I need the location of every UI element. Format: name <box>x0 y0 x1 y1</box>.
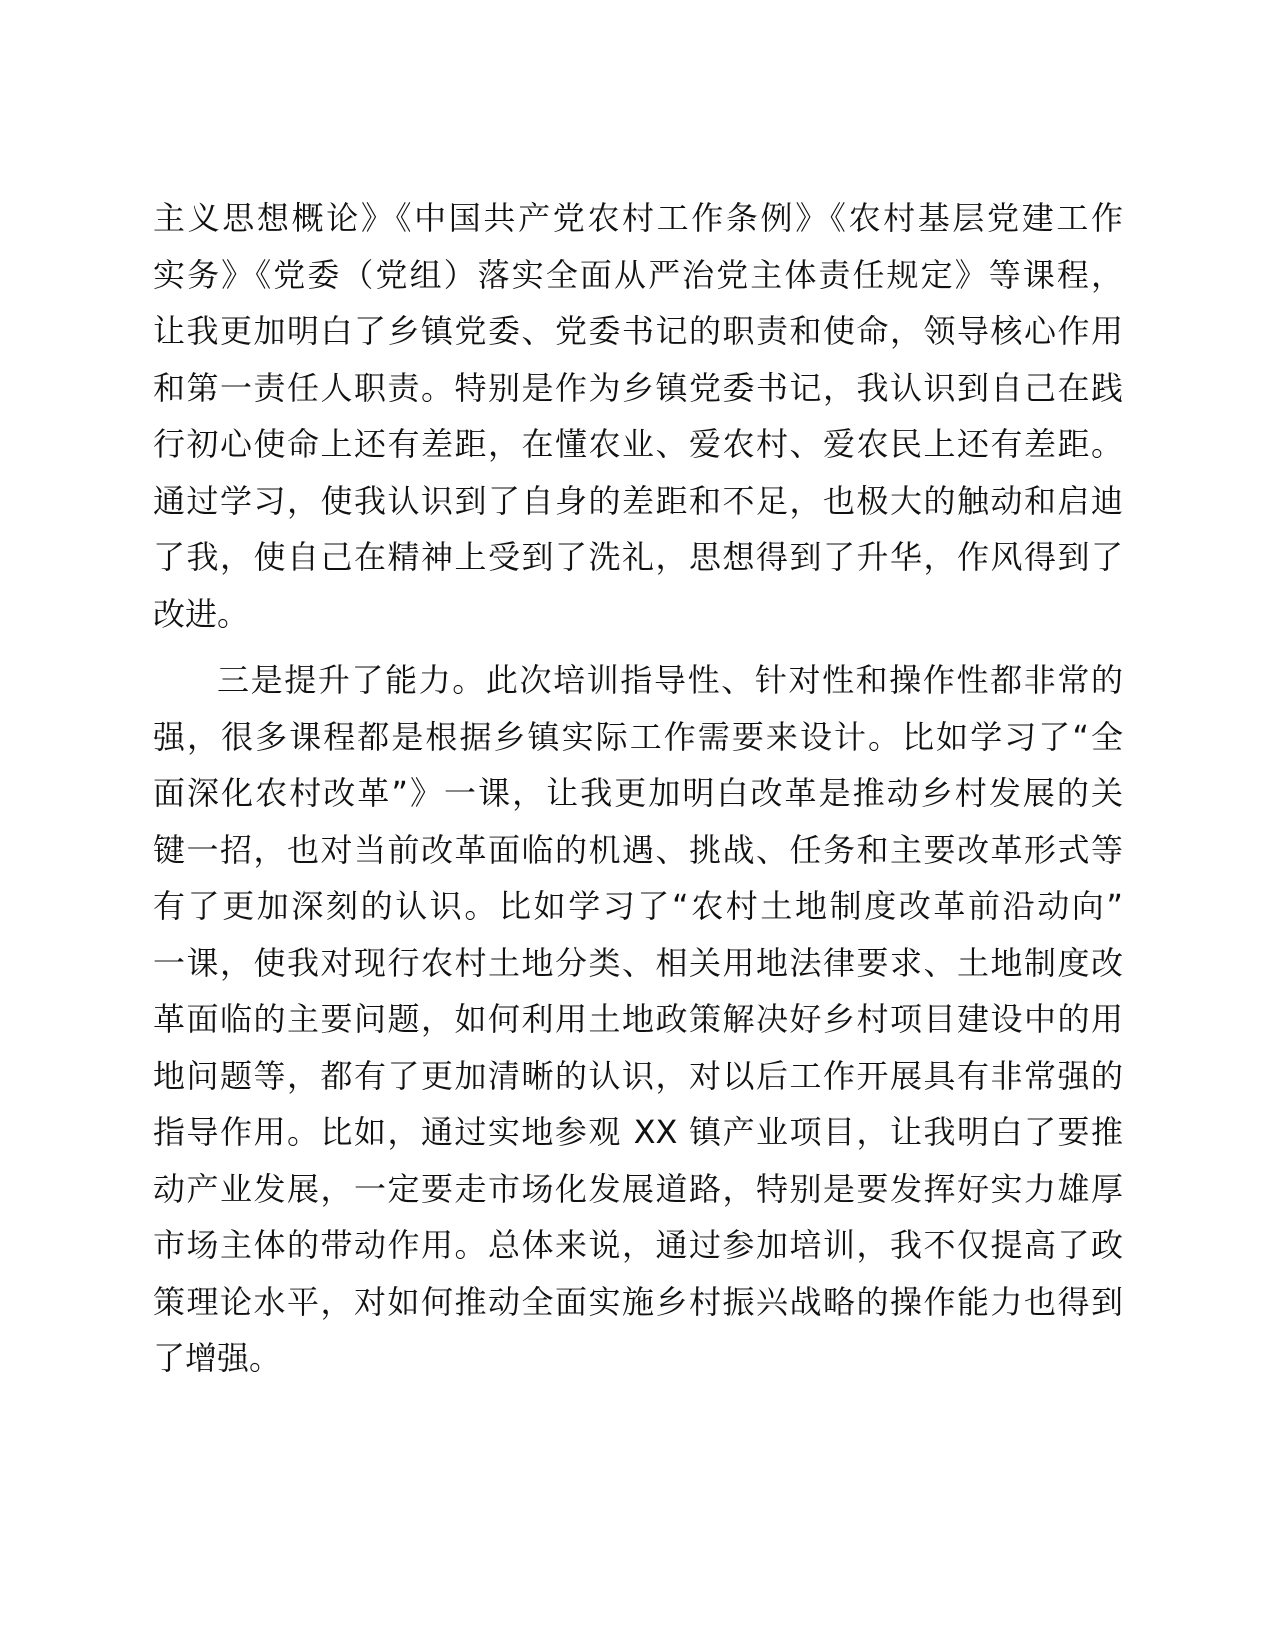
paragraph-2-line: 了增强。 <box>153 1339 282 1377</box>
paragraph-2-line: 地问题等，都有了更加清晰的认识，对以后工作开展具有非常强的 <box>153 1056 1123 1095</box>
paragraph-1-line: 和第一责任人职责。特别是作为乡镇党委书记，我认识到自己在践 <box>153 368 1123 407</box>
paragraph-2-line: 策理论水平，对如何推动全面实施乡村振兴战略的操作能力也得到 <box>153 1282 1123 1321</box>
paragraph-1-line: 实务》《党委（党组）落实全面从严治党主体责任规定》等课程， <box>153 255 1123 294</box>
paragraph-2-line: 三是提升了能力。此次培训指导性、针对性和操作性都非常的 <box>217 661 1123 699</box>
paragraph-2-line: 市场主体的带动作用。总体来说，通过参加培训，我不仅提高了政 <box>153 1226 1123 1264</box>
paragraph-1-line: 主义思想概论》《中国共产党农村工作条例》《农村基层党建工作 <box>153 199 1123 237</box>
paragraph-1-line: 通过学习，使我认识到了自身的差距和不足，也极大的触动和启迪 <box>153 481 1123 520</box>
paragraph-2-line: 动产业发展，一定要走市场化发展道路，特别是要发挥好实力雄厚 <box>153 1169 1123 1208</box>
paragraph-2-line: 指导作用。比如，通过实地参观 XX 镇产业项目，让我明白了要推 <box>153 1113 1123 1151</box>
document-body <box>153 190 1123 1387</box>
paragraph-2 <box>153 652 1123 1387</box>
paragraph-1-line: 让我更加明白了乡镇党委、党委书记的职责和使命，领导核心作用 <box>153 312 1123 350</box>
paragraph-2-line: 革面临的主要问题，如何利用土地政策解决好乡村项目建设中的用 <box>153 1000 1123 1038</box>
paragraph-1-line: 行初心使命上还有差距，在懂农业、爱农村、爱农民上还有差距。 <box>153 425 1123 463</box>
paragraph-2-line: 有了更加深刻的认识。比如学习了“农村土地制度改革前沿动向” <box>153 887 1123 925</box>
paragraph-2-line: 面深化农村改革”》一课，让我更加明白改革是推动乡村发展的关 <box>153 774 1123 812</box>
paragraph-2-line: 键一招，也对当前改革面临的机遇、挑战、任务和主要改革形式等 <box>153 830 1123 869</box>
paragraph-2-line: 一课，使我对现行农村土地分类、相关用地法律要求、土地制度改 <box>153 943 1123 982</box>
paragraph-1 <box>153 190 1123 642</box>
paragraph-1-line: 了我，使自己在精神上受到了洗礼，思想得到了升华，作风得到了 <box>153 538 1123 576</box>
paragraph-2-line: 强，很多课程都是根据乡镇实际工作需要来设计。比如学习了“全 <box>153 717 1123 756</box>
paragraph-spacer <box>153 642 1123 652</box>
paragraph-1-line: 改进。 <box>153 594 250 633</box>
